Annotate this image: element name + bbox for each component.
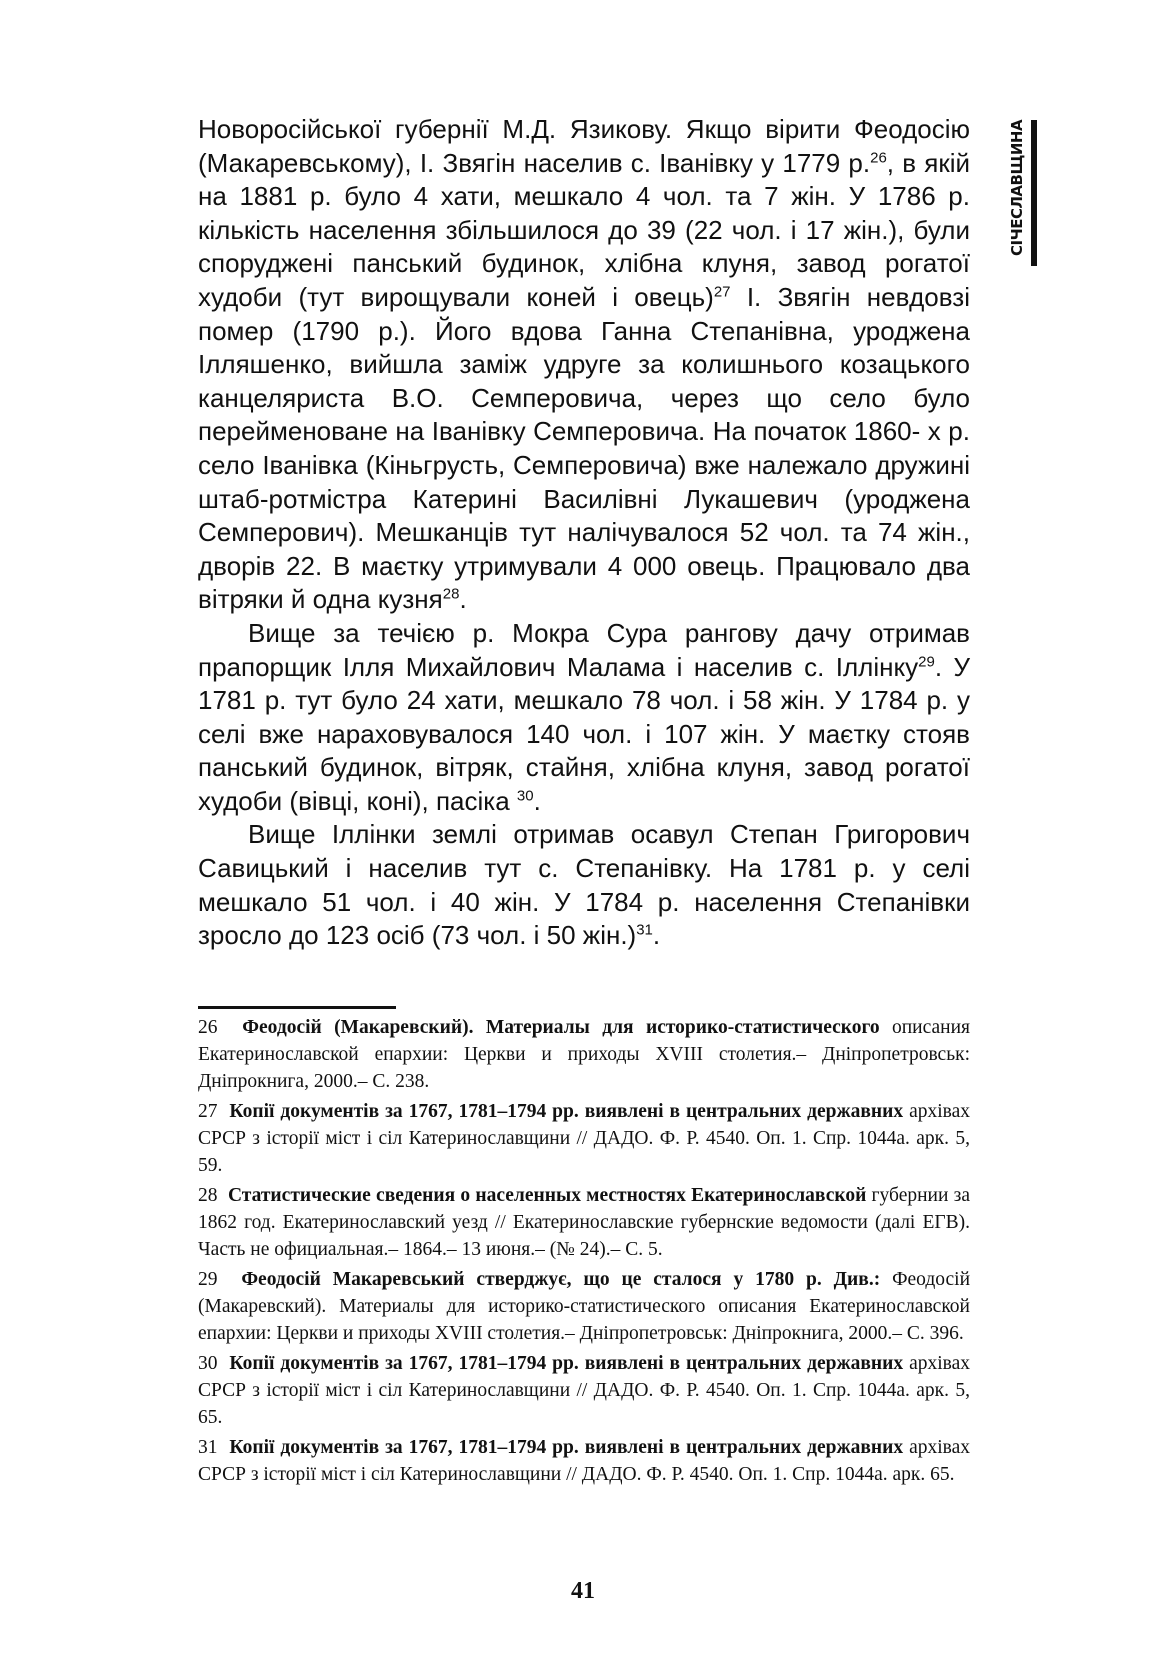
footnote-text: губернии за 1862 год. Екатеринославский уезд // Екатеринославские губернские ведомости (далі ЕГВ). Часть не официальная.– 1864.– 13 июня.– (№ 24).– С. 5. [198,1185,970,1260]
footnote-title: Копії документів за 1767, 1781–1794 рр. виявлені в центральних державних [229,1101,904,1122]
footnote-number: 29 [198,1269,218,1290]
footnote-text: архівах СРСР з історії міст і сіл Катеринославщини // ДАДО. Ф. Р. 4540. Оп. 1. Спр. 1044а. арк. 5, 59. [198,1101,971,1176]
footnote [198,1434,970,1488]
footnote-title: Статистические сведения о населенных местностях Екатеринославской [227,1185,867,1206]
paragraph-text: Новоросійської губернії М.Д. Язикову. Якщо вірити Феодосію (Макаревському), І. Звягін населив с. Іванівку у 1779 р. [198,114,970,178]
footnote [198,1182,970,1263]
footnotes [198,1014,970,1491]
paragraph-text: . У 1781 р. тут було 24 хати, мешкало 78 чол. і 58 жін. У 1784 р. у селі вже нараховувалося 140 чол. і 107 жін. У маєтку стояв панський будинок, вітряк, стайня, хлібна клуня, завод рогатої худоби (вівці, коні), пасіка [198,651,970,816]
footnote-number: 30 [198,1353,218,1374]
footnote-number: 26 [198,1017,218,1038]
footnote-ref: 26 [870,148,887,166]
footnote-ref: 30 [516,787,534,805]
logo-bar [1031,120,1037,266]
page-number: 41 [571,1578,595,1604]
paragraph [198,617,970,819]
footnote [198,1014,970,1095]
footnote [198,1098,970,1179]
footnote-number: 27 [198,1101,218,1122]
footnote-text: Феодосій (Макаревский). Материалы для историко-статистического описания Екатеринославской епархии: Церкви и приходы XVIII столетия.– Дніпропетровськ: Дніпрокнига, 2000.– С. 396. [198,1269,971,1344]
footnote-ref: 27 [713,283,731,301]
paragraph-text: . [652,920,661,951]
footnote-number: 28 [198,1185,218,1206]
footnote-number: 31 [198,1437,218,1458]
paragraph-text: , в якій на 1881 р. було 4 хати, мешкало 4 чол. та 7 жін. У 1786 р. кількість населення збільшилося до 39 (22 чол. і 17 жін.), були споруджені панський будинок, хлібна клуня, завод рогатої худоби (тут вирощували коней і овець) [198,147,970,312]
body-text [198,113,970,953]
footnote-text: архівах СРСР з історії міст і сіл Катеринославщини // ДАДО. Ф. Р. 4540. Оп. 1. Спр. 1044а. арк. 5, 65. [198,1353,971,1428]
footnote-separator [198,1006,396,1009]
paragraph-text: Вище Іллінки землі отримав осавул Степан Григорович Савицький і населив тут с. Степанівку. На 1781 р. у селі мешкало 51 чол. і 40 жін. У 1784 р. населення Степанівки зросло до 123 осіб (73 чол. і 50 жін.) [198,819,970,951]
series-logo [1001,120,1041,266]
footnote-ref: 31 [636,921,653,939]
paragraph [198,818,970,952]
logo-text: СІЧЕСЛАВЩИНА [1008,119,1026,256]
footnote-text: описания Екатеринославской епархии: Церкви и приходы XVIII столетия.– Дніпропетровськ: Дніпрокнига, 2000.– С. 238. [198,1017,971,1092]
paragraph-text: Вище за течією р. Мокра Сура рангову дачу отримав прапорщик Ілля Михайлович Малама і населив с. Іллінку [198,617,970,682]
footnote [198,1266,970,1347]
paragraph-text: . [459,584,467,615]
footnote-title: Феодосій (Макаревский). Материалы для историко-статистического [242,1017,880,1038]
paragraph-text: І. Звягін невдовзі помер (1790 р.). Його вдова Ганна Степанівна, уроджена Ілляшенко, вийшла заміж удруге за колишнього козацького канцеляриста В.О. Семперовича, через що село було перейменоване на Іванівку Семперовича. На початок 1860- х р. село Іванівка (Кіньгрусть, Семперовича) вже належало дружині штаб-ротмістра Катерині Василівні Лукашевич (уроджена Семперович). Мешканців тут налічувалося 52 чол. та 74 жін., дворів 22. В маєтку утримували 4 000 овець. Працювало два вітряки й одна кузня [198,281,970,615]
footnote [198,1350,970,1431]
footnote-ref: 28 [442,585,460,603]
footnote-ref: 29 [918,652,935,670]
paragraph-text: . [533,785,541,816]
footnote-title: Копії документів за 1767, 1781–1794 рр. виявлені в центральних державних [229,1437,904,1458]
footnote-text: архівах СРСР з історії міст і сіл Катеринославщини // ДАДО. Ф. Р. 4540. Оп. 1. Спр. 1044а. арк. 65. [198,1437,971,1485]
footnote-title: Копії документів за 1767, 1781–1794 рр. виявлені в центральних державних [229,1353,904,1374]
paragraph [198,113,970,617]
footnote-title: Феодосій Макаревський стверджує, що це сталося у 1780 р. Див.: [241,1269,881,1290]
